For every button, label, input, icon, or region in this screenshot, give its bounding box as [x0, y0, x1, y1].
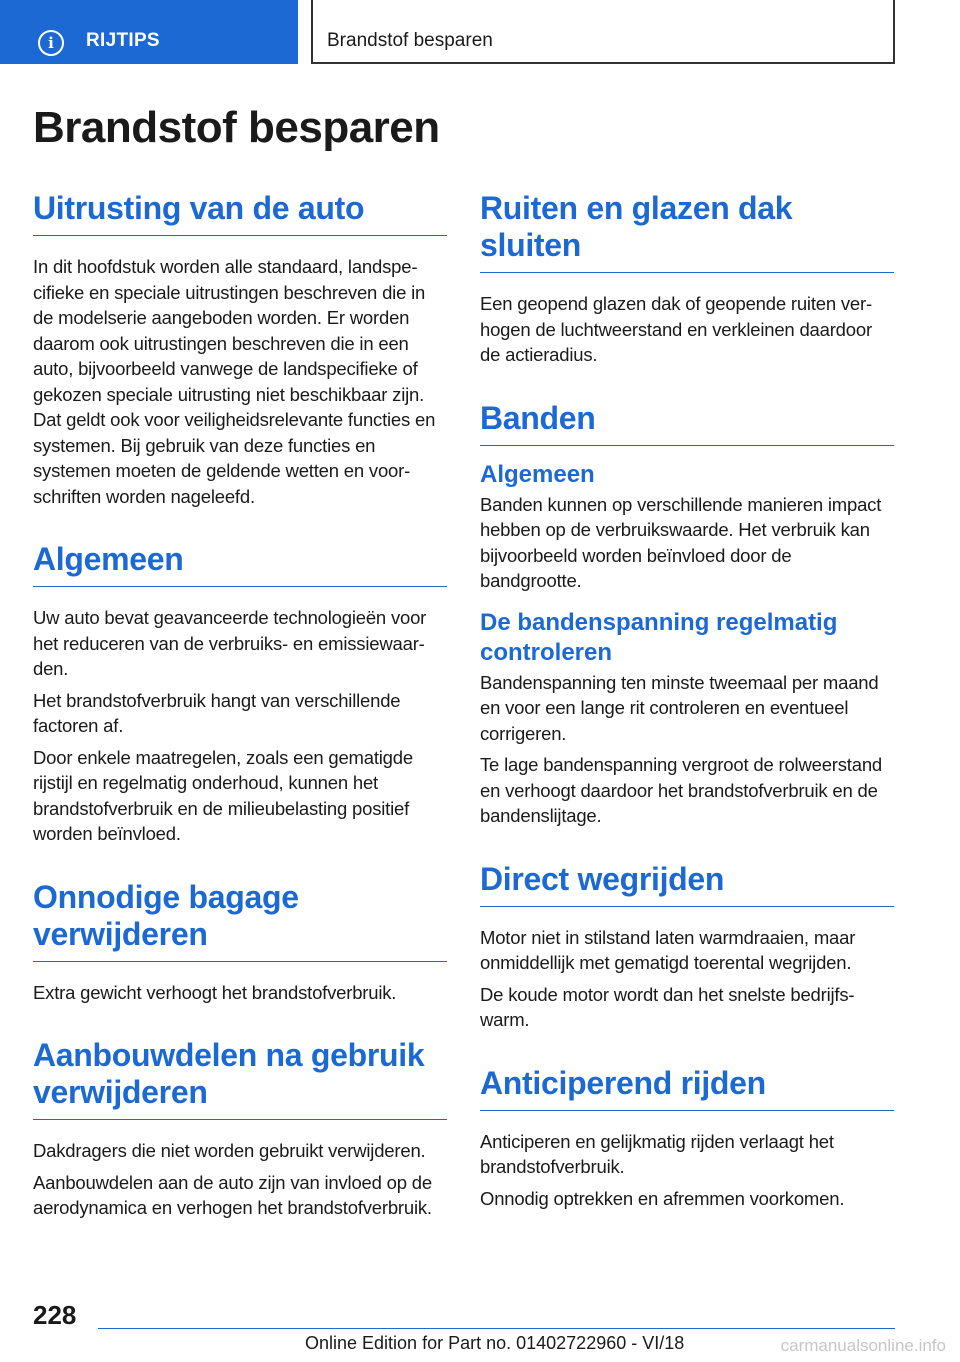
- left-column: [33, 190, 447, 1221]
- paragraph: Aanbouwdelen aan de auto zijn van invloed op de aerodynamica en verhogen het brandstofverbruik.: [33, 1171, 432, 1218]
- section-heading-attachments: Aanbouwdelen na gebruik verwijderen: [33, 1037, 447, 1120]
- section-label: RIJTIPS: [86, 30, 160, 51]
- paragraph: Onnodig optrekken en afremmen voorkomen.: [480, 1187, 845, 1209]
- section-heading-equipment: Uitrusting van de auto: [33, 190, 447, 236]
- paragraph: Te lage bandenspanning vergroot de rolweerstand en verhoogt daardoor het brandstofverbruik en de bandenslijtage.: [480, 754, 882, 826]
- section-heading-luggage: Onnodige bagage verwijderen: [33, 879, 447, 962]
- paragraph: Anticiperen en gelijkmatig rijden verlaagt het brandstofverbruik.: [480, 1130, 834, 1177]
- paragraph: Extra gewicht verhoogt het brandstofverbruik.: [33, 981, 397, 1003]
- running-header-title: Brandstof besparen: [327, 30, 493, 51]
- subheading-tyres-general: Algemeen: [480, 460, 595, 488]
- right-column: [480, 190, 894, 1211]
- section-heading-general: Algemeen: [33, 541, 447, 587]
- section-heading-drive-off: Direct wegrijden: [480, 861, 894, 907]
- watermark: carmanualsonline.info: [780, 1336, 946, 1355]
- paragraph: Bandenspanning ten minste tweemaal per maand en voor een lange rit controleren en eventueel corrigeren.: [480, 671, 879, 744]
- paragraph: Motor niet in stilstand laten warmdraaien, maar onmiddellijk met gematigd toerental wegrijden.: [480, 926, 856, 973]
- running-header: [311, 0, 895, 64]
- section-heading-windows: Ruiten en glazen dak sluiten: [480, 190, 894, 273]
- paragraph: Het brandstofverbruik hangt van verschillende factoren af.: [33, 689, 401, 736]
- paragraph: In dit hoofdstuk worden alle standaard, landspecifieke en speciale uitrustingen beschreven die in de modelserie aangeboden worden. Er worden daarom ook uitrustingen beschreven die in een auto, bijvoorbeeld vanwege de landspecifieke of gekozen speciale uitrusting niet beschikbaar zijn. Dat geldt ook voor veiligheidsrelevante functies en systemen. Bij gebruik van deze functies en systemen moeten de geldende wetten en voorschriften worden nageleefd.: [33, 256, 436, 507]
- footer-divider: [98, 1328, 895, 1329]
- paragraph: Banden kunnen op verschillende manieren impact hebben op de verbruikswaarde. Het verbruik kan bijvoorbeeld worden beïnvloed door de bandgrootte.: [480, 493, 882, 591]
- section-heading-anticipate: Anticiperend rijden: [480, 1065, 894, 1111]
- section-tab: [0, 0, 298, 64]
- edition-note: Online Edition for Part no. 01402722960 - VI/18: [305, 1333, 685, 1353]
- paragraph: Door enkele maatregelen, zoals een gematigde rijstijl en regelmatig onderhoud, kunnen het brandstofverbruik en de milieubelasting positief worden beïnvloed.: [33, 746, 413, 844]
- paragraph: Een geopend glazen dak of geopende ruiten verhogen de luchtweerstand en verkleinen daardoor de actieradius.: [480, 293, 873, 365]
- paragraph: Dakdragers die niet worden gebruikt verwijderen.: [33, 1140, 426, 1161]
- page-number: 228: [33, 1300, 77, 1330]
- paragraph: Uw auto bevat geavanceerde technologieën voor het reduceren van de verbruiks- en emissiewaarden.: [33, 607, 427, 679]
- subheading-tyre-pressure: De bandenspanning regelmatig controleren: [480, 608, 838, 666]
- page-title: Brandstof besparen: [33, 103, 440, 152]
- paragraph: De koude motor wordt dan het snelste bedrijfswarm.: [480, 983, 855, 1030]
- info-icon: i: [38, 30, 64, 56]
- section-heading-tyres: Banden: [480, 400, 894, 446]
